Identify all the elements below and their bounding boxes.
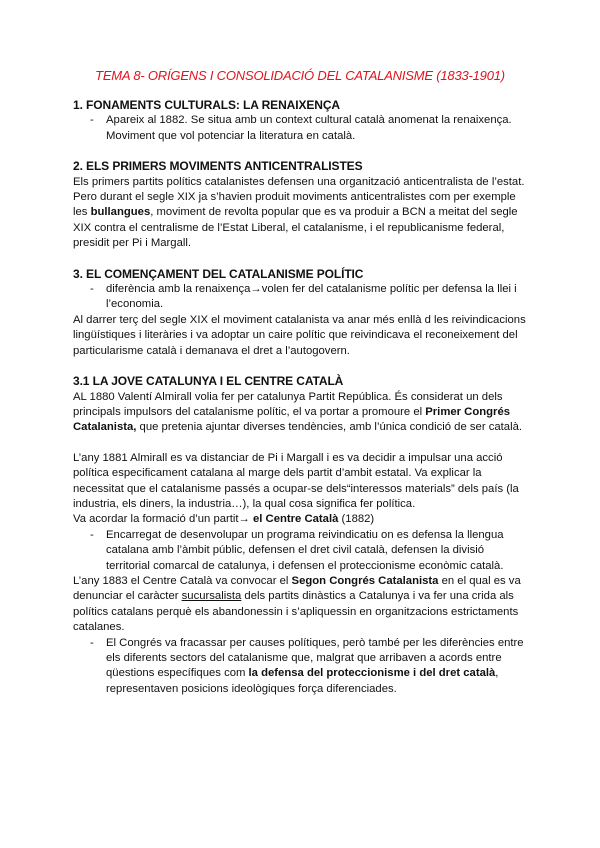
text-run: L’any 1883 el Centre Català va convocar el: [73, 574, 292, 587]
text-run: en el qual es va denunciar el caràcter: [73, 574, 521, 603]
paragraph: [73, 512, 528, 527]
bullet-dash: -: [90, 636, 94, 649]
bullet-dash: -: [90, 283, 94, 296]
section-1-heading: 1. FONAMENTS CULTURALS: LA RENAIXENÇA: [73, 98, 340, 112]
text-run: AL 1880 Valentí Almirall volia fer per catalunya Partit República. És considerat un dels principals impulsors del catalanisme polític, el va portar a promoure el: [73, 390, 503, 418]
document-body: [73, 98, 528, 697]
text-run: , representaven posicions ideològiques força diferenciades.: [106, 667, 499, 695]
section-3-1-heading: 3.1 LA JOVE CATALUNYA I EL CENTRE CATALÀ: [73, 374, 344, 389]
bold-term: la defensa del proteccionisme i del dret català: [248, 667, 496, 680]
text-run: Els primers partits polítics catalanistes defensen una organització anticentralista de l’estat. Pero durant el segle XIX ja s’havien produit moviments anticentralistes com per exemple les: [73, 175, 525, 219]
paragraph: [73, 390, 528, 436]
section-2: [73, 159, 528, 251]
bullet-item: [73, 528, 528, 574]
text-run: El Congrés va fracassar per causes polítiques, però també per les diferències entre els diferents sectors del catalanisme que, malgrat que arribaven a acords entre qüestions específiques com: [106, 636, 524, 680]
text-run: Va acordar la formació d’un partit→: [73, 513, 253, 526]
paragraph: Al darrer terç del segle XIX el moviment catalanista va anar més enllà d les reivindicacions lingüístiques i literàries i va adoptar un caire polític que reivindicava el reconeixement del particularisme català i demanava el dret a l’autogovern.: [73, 313, 526, 357]
section-3: [73, 267, 528, 359]
bullet-dash: -: [90, 114, 94, 127]
bullet-text: Apareix al 1882. Se situa amb un context cultural català anomenat la renaixença. Moviment que vol potenciar la literatura en català.: [106, 114, 512, 142]
section-3-heading: 3. EL COMENÇAMENT DEL CATALANISME POLÍTIC: [73, 266, 364, 281]
text-run: dels partits dinàstics a Catalunya i va fer una crida als polítics catalans perquè els abandonessin i s’apliquessin en organitzacions estrictaments catalanes.: [73, 590, 519, 634]
bullet-dash: -: [90, 528, 94, 541]
bold-term: el Centre Català: [253, 513, 339, 526]
bullet-item: [73, 636, 528, 698]
bold-term: Segon Congrés Catalanista: [291, 574, 439, 587]
bullet-text: Encarregat de desenvolupar un programa reivindicatiu on es defensa la llengua catalana amb l’àmbit públic, defensen el dret civil català, defensen la divisió territorial comarcal de catalunya, i defensen el proteccionisme econòmic català.: [106, 528, 504, 572]
text-run: , moviment de revolta popular que es va produir a BCN a meitat del segle XIX contra el centralisme de l’Estat Liberal, el catalanisme, i el republicanisme federal, presidit per Pi i Margall.: [73, 206, 518, 250]
text-run: (1882): [338, 513, 375, 526]
spacer: [73, 436, 528, 451]
bullet-item: [73, 282, 528, 313]
paragraph: [73, 574, 528, 636]
paragraph: [73, 175, 528, 252]
bold-term: Primer Congrés Catalanista,: [73, 405, 511, 434]
section-1: [73, 98, 528, 144]
bullet-text: diferència amb la renaixença→volen fer del catalanisme polític per defensa la llei i l’economia.: [106, 283, 517, 311]
bullet-item: [73, 113, 528, 144]
section-2-heading: 2. ELS PRIMERS MOVIMENTS ANTICENTRALISTES: [73, 159, 363, 174]
underlined-term: sucursalista: [181, 590, 242, 603]
document-title: TEMA 8- ORÍGENS I CONSOLIDACIÓ DEL CATALANISME (1833-1901): [95, 68, 505, 83]
text-run: que pretenia ajuntar diverses tendències, amb l’única condició de ser català.: [136, 421, 522, 434]
bold-term: bullangues: [90, 206, 151, 219]
paragraph: L’any 1881 Almirall es va distanciar de Pi i Margall i es va decidir a impulsar una acció política especificament catalana al marge dels partit d’ambit estatal. Va explicar la necessitat que el catalanisme passés a ocupar-se dels“interessos materials” dels país (la industria, els diners, la industria…), la qual cosa significa fer política.: [73, 451, 519, 510]
section-3-1: [73, 374, 528, 697]
